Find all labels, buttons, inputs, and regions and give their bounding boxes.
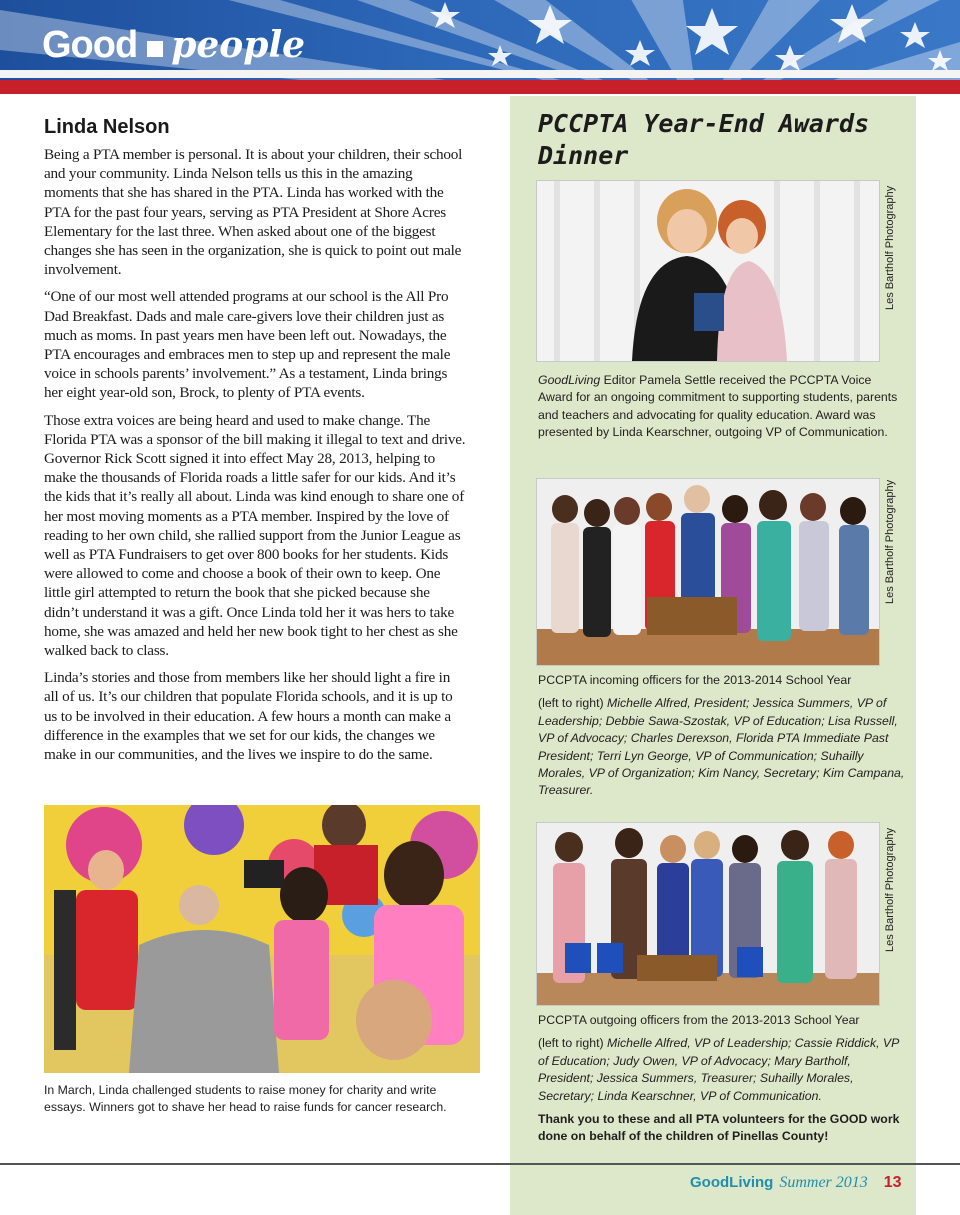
page-number: 13 bbox=[883, 1174, 902, 1191]
photo-credit-3: Les Bartholf Photography bbox=[884, 827, 896, 952]
incoming-officers-caption bbox=[538, 672, 908, 800]
article-paragraph-2: “One of our most well attended programs at our school is the All Pro Dad Breakfast. Dads and male care-givers love their children just as much as moms. In past years men have been left out. Nowadays, the PTA encourages and embraces men to step up and represent the male voice in schools parents’ involvement.” As a testament, Linda brings her eight year-old son, Brock, to plenty of PTA events. bbox=[44, 288, 451, 402]
outgoing-officers-caption bbox=[538, 1012, 908, 1146]
outgoing-caption-prefix: (left to right) bbox=[538, 1036, 608, 1051]
photo-credit-2: Les Bartholf Photography bbox=[884, 479, 896, 604]
incoming-officers-illustration bbox=[537, 479, 879, 665]
award-caption bbox=[538, 372, 908, 442]
photo-caption-left: In March, Linda challenged students to raise money for charity and write essays. Winners got to shave her head to raise funds for cancer research. bbox=[44, 1083, 447, 1114]
footer-brand: GoodLiving bbox=[690, 1174, 774, 1191]
incoming-caption-prefix: (left to right) bbox=[538, 696, 608, 711]
award-photo-illustration bbox=[537, 181, 879, 361]
award-photo bbox=[536, 180, 880, 362]
article-paragraph-1: Being a PTA member is personal. It is about your children, their school and your community. Linda Nelson tells us this in the amazing moments that she has shared in the PTA. Linda has worked with the PTA for the past four years, serving as PTA President at Shore Acres Elementary for the last three. When asked about one of the biggest changes she has seen in the organization, she is quick to point out male involvement. bbox=[44, 146, 463, 279]
award-caption-text: Editor Pamela Settle received the PCCPTA Voice Award for an ongoing commitment to supporting students, parents and teachers and advocating for quality education. Award was presented by Linda Kearschner, outgoing VP of Communication. bbox=[538, 373, 898, 440]
incoming-caption-body bbox=[538, 695, 908, 799]
incoming-caption-names: Michelle Alfred, President; Jessica Summers, VP of Leadership; Debbie Sawa-Szostak, VP of Education; Lisa Russell, VP of Advocacy; Charles Derexson, Florida PTA Immediate Past President; Terri Lyn George, VP of Communication; Suhailly Morales, VP of Organization; Kim Nancy, Secretary; Kim Campana, Treasurer. bbox=[538, 696, 905, 798]
incoming-caption-heading: PCCPTA incoming officers for the 2013-2014 School Year bbox=[538, 673, 852, 687]
head-shaving-photo-illustration bbox=[44, 805, 480, 1073]
article-paragraph-3: Those extra voices are being heard and used to make change. The Florida PTA was a sponsor of the bill making it illegal to text and drive. Governor Rick Scott signed it into effect May 28, 2013, helping to make the thousands of Florida roads a little safer for our kids. And it’s the kids that it’s really all about. Linda was kind enough to share one of her most moving moments as a PTA member. Inspired by the love of reading to her own child, she rallied support from the Junior League as well as PTA Fundraisers to get over 800 books for her students. Kids were allowed to come and choose a book of their own to keep. One little girl attempted to return the book that she picked because she didn’t understand it was a gift. Once Linda told her it was hers to take home, she was amazed and held her new book tight to her chest as she walked back to class. bbox=[44, 411, 466, 660]
section-name-word: people bbox=[171, 24, 306, 66]
article-title: Linda Nelson bbox=[44, 116, 170, 138]
award-caption-brand: GoodLiving bbox=[538, 373, 601, 387]
thank-you-note: Thank you to these and all PTA volunteers for the GOOD work done on behalf of the children of Pinellas County! bbox=[538, 1112, 900, 1144]
outgoing-caption-heading: PCCPTA outgoing officers from the 2013-2013 School Year bbox=[538, 1013, 860, 1027]
banner-stripe-white bbox=[0, 70, 960, 78]
article-paragraph-4: Linda’s stories and those from members like her should light a fire in all of us. It’s our children that populate Florida schools, and it is up to us to be involved in their education. A few hours a month can make a difference in the examples that we set for our kids, the changes we make in our communities, and the lives we inspire to do the same. bbox=[44, 669, 453, 764]
outgoing-caption-body bbox=[538, 1035, 908, 1105]
photo-credit-1: Les Bartholf Photography bbox=[884, 185, 896, 310]
page-footer bbox=[690, 1174, 902, 1192]
outgoing-officers-photo bbox=[536, 822, 880, 1006]
banner-stripe-red bbox=[0, 80, 960, 94]
outgoing-officers-illustration bbox=[537, 823, 879, 1005]
outgoing-caption-names: Michelle Alfred, VP of Leadership; Cassie Riddick, VP of Education; Judy Owen, VP of Advocacy; Mary Bartholf, President; Jessica Summers, Treasurer; Suhailly Morales, Secretary; Linda Kearschner, VP of Communication. bbox=[538, 1036, 899, 1103]
footer-season: Summer 2013 bbox=[779, 1174, 868, 1191]
square-bullet-icon bbox=[147, 41, 163, 57]
incoming-officers-photo bbox=[536, 478, 880, 666]
head-shaving-photo bbox=[44, 805, 480, 1073]
section-title bbox=[42, 24, 305, 70]
footer-rule bbox=[0, 1163, 960, 1165]
article-column bbox=[44, 116, 466, 772]
section-brand-word: Good bbox=[42, 24, 138, 66]
sidebar-title: PCCPTA Year-End Awards Dinner bbox=[538, 109, 870, 170]
